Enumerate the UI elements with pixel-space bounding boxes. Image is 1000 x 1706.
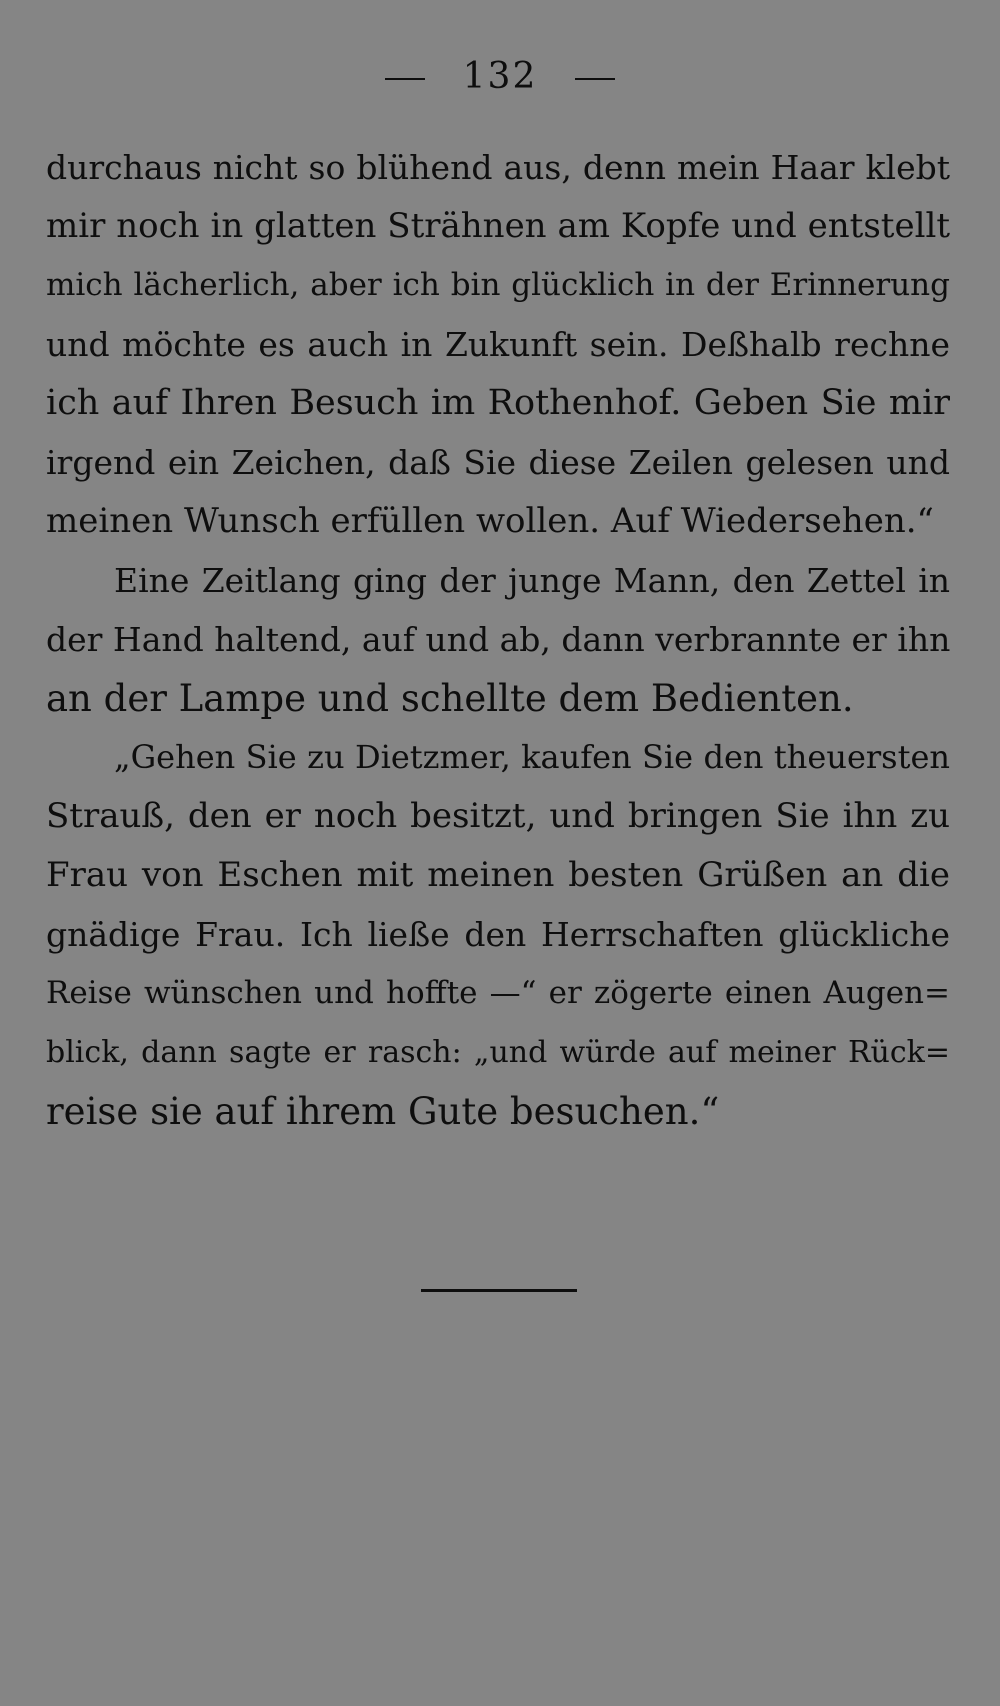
text-line: mir noch in glatten Strähnen am Kopfe und entstellt: [46, 206, 950, 246]
text-line: irgend ein Zeichen, daß Sie diese Zeilen gelesen und: [46, 443, 950, 482]
header-dash-left: [385, 78, 425, 80]
text-line: Strauß, den er noch besitzt, und bringen Sie ihn zu: [46, 796, 950, 836]
page-number: 132: [462, 56, 538, 97]
text-line: Reise wünschen und hoffte —“ er zögerte einen Augen=: [46, 975, 950, 1011]
header-dash-right: [575, 78, 615, 80]
text-line: durchaus nicht so blühend aus, denn mein Haar klebt: [46, 148, 950, 187]
text-line: der Hand haltend, auf und ab, dann verbrannte er ihn: [46, 620, 951, 659]
page-header: [0, 56, 1000, 97]
section-end-rule: [421, 1289, 577, 1292]
text-line: mich lächerlich, aber ich bin glücklich in der Erinnerung: [46, 267, 950, 303]
text-line: meinen Wunsch erfüllen wollen. Auf Wiedersehen.“: [46, 501, 934, 541]
text-line: gnädige Frau. Ich ließe den Herrschaften glückliche: [46, 915, 950, 954]
text-line: an der Lampe und schellte dem Bedienten.: [46, 677, 854, 720]
text-line: reise sie auf ihrem Gute besuchen.“: [46, 1090, 720, 1133]
text-line: Frau von Eschen mit meinen besten Grüßen an die: [46, 855, 950, 895]
text-line: ich auf Ihren Besuch im Rothenhof. Geben Sie mir: [46, 383, 950, 423]
text-line: „Gehen Sie zu Dietzmer, kaufen Sie den theuersten: [114, 738, 950, 776]
body-text: [46, 138, 950, 1141]
text-line: Eine Zeitlang ging der junge Mann, den Zettel in: [114, 561, 950, 600]
text-line: blick, dann sagte er rasch: „und würde auf meiner Rück=: [46, 1035, 950, 1070]
text-line: und möchte es auch in Zukunft sein. Deßhalb rechne: [46, 325, 950, 364]
